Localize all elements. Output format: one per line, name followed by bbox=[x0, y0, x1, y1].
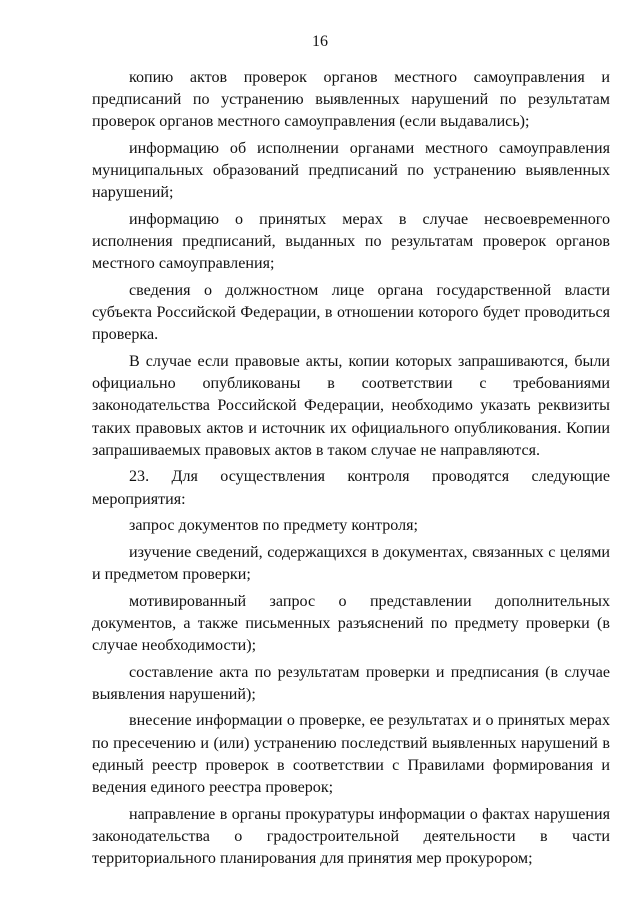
paragraph: информацию об исполнении органами местного самоуправления муниципальных образований предписаний по устранению выявленных нарушений; bbox=[92, 140, 610, 202]
paragraph: информацию о принятых мерах в случае несвоевременного исполнения предписаний, выданных по результатам проверок органов местного самоуправления; bbox=[92, 211, 610, 273]
paragraph: запрос документов по предмету контроля; bbox=[129, 517, 419, 535]
paragraph: изучение сведений, содержащихся в документах, связанных с целями и предметом проверки; bbox=[92, 543, 610, 583]
paragraph: копию актов проверок органов местного самоуправления и предписаний по устранению выявленных нарушений по результатам проверок органов местного самоуправления (если выдавались); bbox=[92, 69, 610, 131]
page-number: 16 bbox=[312, 33, 328, 50]
paragraph: сведения о должностном лице органа государственной власти субъекта Российской Федерации, в отношении которого будет проводиться проверка. bbox=[92, 282, 610, 344]
document-body bbox=[92, 67, 610, 875]
paragraph: направление в органы прокуратуры информации о фактах нарушения законодательства о градостроительной деятельности в части территориального планирования для принятия мер прокурором; bbox=[92, 805, 610, 867]
paragraph: мотивированный запрос о представлении дополнительных документов, а также письменных разъяснений по предмету проверки (в случае необходимости); bbox=[92, 592, 610, 654]
paragraph: 23. Для осуществления контроля проводятся следующие мероприятия: bbox=[92, 468, 610, 508]
paragraph: В случае если правовые акты, копии которых запрашиваются, были официально опубликованы в соответствии с требованиями законодательства Российской Федерации, необходимо указать реквизиты таких правовых актов и источник их официального опубликования. Копии запрашиваемых правовых актов в таком случае не направляются. bbox=[92, 353, 610, 459]
paragraph: составление акта по результатам проверки и предписания (в случае выявления нарушений); bbox=[92, 663, 610, 703]
paragraph: внесение информации о проверке, ее результатах и о принятых мерах по пресечению и (или) устранению последствий выявленных нарушений в единый реестр проверок в соответствии с Правилами формирования и ведения единого реестра проверок; bbox=[92, 712, 610, 796]
